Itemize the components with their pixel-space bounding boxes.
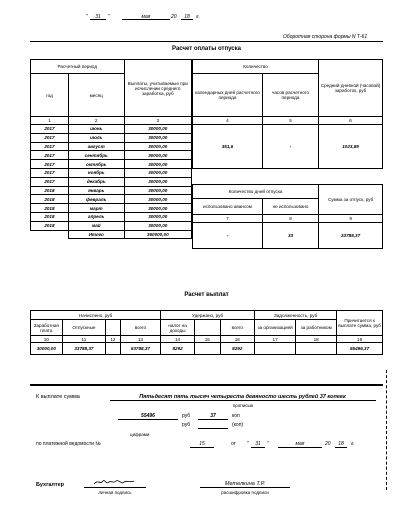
st-month: мая: [295, 441, 305, 447]
calc-num-2: 2: [68, 117, 124, 125]
pay-num: 10: [31, 336, 63, 343]
calc-col-quantity: Количество: [193, 60, 319, 74]
vac-col-days: Количество дней отпуска: [193, 185, 319, 199]
calc-num-5: 5: [262, 117, 318, 125]
calc-col-payments: Выплаты, учитываемые при исчислении среднего заработка, руб: [124, 60, 191, 117]
st-year-prefix: 20: [325, 441, 331, 447]
st-quote-close: ": [267, 441, 269, 447]
to-pay-words-line: [110, 400, 376, 401]
statement-label: по платежной ведомости №: [36, 441, 101, 447]
date-quote-close: ": [108, 14, 110, 20]
calc-row-month: февраль: [68, 195, 124, 204]
pay-num: 11: [62, 336, 106, 343]
calc-row-month: декабрь: [68, 177, 124, 186]
rub-value: 55496: [141, 413, 155, 419]
payout-table: [30, 310, 383, 355]
accountant-label: Бухгалтер: [36, 482, 65, 488]
to-pay-label: К выплате сумма: [36, 394, 80, 400]
vac-sum-value: 33788,37: [319, 223, 383, 249]
kop-label: коп: [232, 413, 240, 419]
payout-title: Расчет выплат: [184, 292, 229, 298]
calc-row-amount: 30000,00: [124, 160, 191, 169]
pay-c-empty-15: [194, 320, 220, 336]
date-quote-open: ": [86, 14, 88, 20]
calc-hours-value: -: [262, 125, 318, 169]
vac-col-sum: Сумма за отпуск, руб: [319, 185, 383, 215]
calc-row-month: октябрь: [68, 160, 124, 169]
pay-num: 16: [220, 336, 254, 343]
pay-c-salary: Заработная плата: [31, 320, 63, 336]
rub-caption-2: руб: [182, 422, 191, 428]
calc-row-amount: 30000,00: [124, 151, 191, 160]
st-month-line: [278, 447, 322, 448]
st-day: 31: [255, 441, 261, 447]
st-year-line: [335, 447, 347, 448]
pay-h-withheld: Удержано, руб: [161, 311, 255, 320]
footer-divider: [30, 384, 383, 386]
rub-line: [118, 419, 178, 420]
name-caption: расшифровка подписи: [221, 490, 269, 495]
calc-row-month: июнь: [68, 125, 124, 134]
header-divider: [30, 41, 383, 42]
margin-dashed-line: [386, 370, 387, 490]
calc-row-amount: 30000,00: [124, 221, 191, 230]
calc-row-month: март: [68, 204, 124, 213]
pay-v-empty-12: [106, 343, 120, 355]
pay-h-debt: Задолженность, руб: [255, 311, 337, 320]
st-suffix: г.: [351, 441, 355, 447]
vac-col-used-advance: использовано авансом: [193, 199, 263, 215]
calc-row-year: 2017: [31, 133, 69, 142]
vac-num-8: 8: [262, 215, 318, 223]
st-quote-open: ": [247, 441, 249, 447]
date-day: 31: [95, 14, 101, 20]
calc-table-right: [192, 59, 383, 169]
kop-line-2: [198, 428, 228, 429]
calc-num-4: 4: [193, 117, 263, 125]
rub-label: руб: [182, 413, 191, 419]
calc-col-year: год: [31, 74, 69, 117]
pay-num: 13: [120, 336, 161, 343]
st-year: 18: [338, 441, 344, 447]
date-day-line: [90, 19, 106, 20]
calc-row-month: ноябрь: [68, 168, 124, 177]
calc-row-amount: 30000,00: [124, 212, 191, 221]
pay-c-tax: налог на доходы: [161, 320, 195, 336]
calc-row-year: 2017: [31, 151, 69, 160]
calc-num-3: 3: [124, 117, 191, 125]
calc-row-amount: 30000,00: [124, 133, 191, 142]
calc-row-year: 2018: [31, 212, 69, 221]
date-year-line: [181, 19, 193, 20]
pay-v-payable: 55496,37: [337, 343, 383, 355]
form-reference: Оборотная сторона формы N Т-61: [283, 34, 368, 40]
pay-v-tax: 8292: [161, 343, 195, 355]
kop-value: 37: [210, 413, 216, 419]
calc-row-year: 2017: [31, 142, 69, 151]
calc-row-year: 2017: [31, 177, 69, 186]
pay-c-total: всего: [120, 320, 161, 336]
vac-used-advance-value: -: [193, 223, 263, 249]
vac-num-7: 7: [193, 215, 263, 223]
pay-v-total2: 8292: [220, 343, 254, 355]
calc-row-year: 2018: [31, 186, 69, 195]
calc-cal-days-value: 351,6: [193, 125, 263, 169]
kop-caption: (коп): [232, 422, 244, 428]
cifr-caption: цифрами: [130, 432, 150, 437]
accountant-name: Метелкина Т.Р.: [224, 481, 266, 487]
calc-row-year: 2018: [31, 221, 69, 230]
calc-row-year: 2018: [31, 204, 69, 213]
calc-row-month: июль: [68, 133, 124, 142]
calc-row-month: август: [68, 142, 124, 151]
calc-total-empty: [31, 230, 69, 239]
pay-c-empty-12: [106, 320, 120, 336]
pay-num: 14: [161, 336, 195, 343]
date-month: мая: [141, 14, 151, 20]
pay-num: 19: [337, 336, 383, 343]
statement-no-line: [190, 447, 214, 448]
vac-num-9: 9: [319, 215, 383, 223]
signature-image: [92, 477, 136, 487]
calc-table-left: [30, 59, 192, 239]
calc-row-year: 2017: [31, 168, 69, 177]
calc-avg-value: 1023,89: [319, 125, 383, 169]
pay-v-vacation: 33788,37: [62, 343, 106, 355]
calc-row-month: сентябрь: [68, 151, 124, 160]
date-year: 18: [184, 14, 190, 20]
date-month-line: [122, 19, 170, 20]
from-label: от: [231, 441, 236, 447]
calc-row-amount: 30000,00: [124, 125, 191, 134]
vacation-table: [192, 184, 383, 249]
pay-num: 15: [194, 336, 220, 343]
calc-row-year: 2017: [31, 160, 69, 169]
calc-col-period: Расчетный период: [31, 60, 125, 74]
pay-num: 12: [106, 336, 120, 343]
st-day-line: [251, 447, 265, 448]
calc-col-hours: часов расчетного периода: [262, 74, 318, 117]
calc-row-month: январь: [68, 186, 124, 195]
pay-c-vacation: Отпускные: [62, 320, 106, 336]
signature-line: [84, 487, 146, 488]
pay-v-empty-18: [296, 343, 337, 355]
calc-col-cal-days: календарных дней расчетного периода: [193, 74, 263, 117]
accountant-name-line: [200, 487, 290, 488]
statement-no: 15: [199, 441, 205, 447]
pay-num: 18: [296, 336, 337, 343]
pay-num: 17: [255, 336, 296, 343]
date-suffix: г.: [196, 14, 200, 20]
kop-line: [198, 419, 228, 420]
calc-row-month: апрель: [68, 212, 124, 221]
pay-h-payable: Причитается к выплате сумма, руб: [337, 311, 383, 336]
pay-h-accrued: Начислено, руб: [31, 311, 161, 320]
pay-c-total2: всего: [220, 320, 254, 336]
calc-num-1: 1: [31, 117, 69, 125]
words-caption: прописью: [232, 403, 254, 408]
calc-num-6: 6: [319, 117, 383, 125]
calc-row-year: 2017: [31, 125, 69, 134]
calc-row-amount: 30000,00: [124, 177, 191, 186]
calc-row-amount: 30000,00: [124, 204, 191, 213]
pay-v-total: 63788,37: [120, 343, 161, 355]
pay-c-for-emp: за работником: [296, 320, 337, 336]
pay-c-for-org: за организацией: [255, 320, 296, 336]
calc-col-avg: Средний дневной (часовой) заработок, руб: [319, 60, 383, 117]
calc-col-month: месяц: [68, 74, 124, 117]
calc-total-label: Итого: [68, 230, 124, 239]
calc-row-amount: 30000,00: [124, 168, 191, 177]
vac-col-not-used: не использовано: [262, 199, 318, 215]
calc-row-month: май: [68, 221, 124, 230]
calc-title: Расчет оплаты отпуска: [172, 46, 241, 52]
calc-row-amount: 30000,00: [124, 142, 191, 151]
calc-row-amount: 30000,00: [124, 195, 191, 204]
date-year-prefix: 20: [171, 14, 177, 20]
signature-caption: личная подпись: [98, 490, 132, 495]
to-pay-words: Пятьдесят пять тысяч четыреста девяносто шесть рублей 37 копеек: [139, 394, 346, 400]
pay-v-empty-15: [194, 343, 220, 355]
vac-not-used-value: 33: [262, 223, 318, 249]
pay-v-empty-17: [255, 343, 296, 355]
calc-row-amount: 30000,00: [124, 186, 191, 195]
pay-v-salary: 30000,00: [31, 343, 63, 355]
calc-row-year: 2018: [31, 195, 69, 204]
calc-total-amount: 360000,00: [124, 230, 191, 239]
